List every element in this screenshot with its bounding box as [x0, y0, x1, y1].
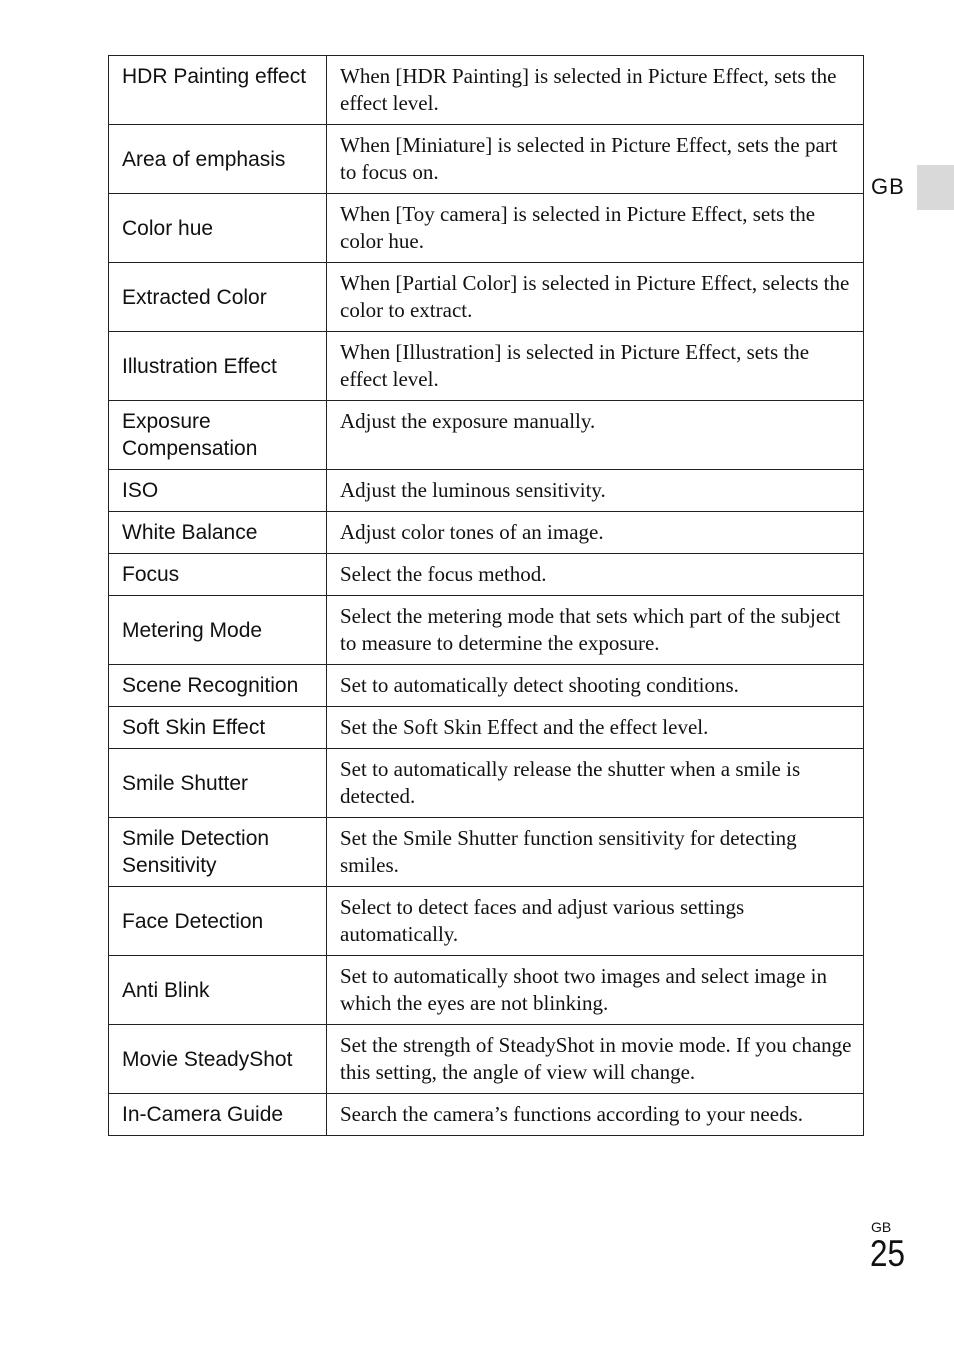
setting-description: When [Illustration] is selected in Picture Effect, sets the effect level.	[327, 332, 864, 401]
setting-description: Search the camera’s functions according to your needs.	[327, 1094, 864, 1136]
table-row	[109, 818, 864, 887]
setting-name: Metering Mode	[109, 596, 327, 665]
table-row	[109, 956, 864, 1025]
setting-name: HDR Painting effect	[109, 56, 327, 125]
table-row	[109, 125, 864, 194]
setting-description: Adjust the luminous sensitivity.	[327, 470, 864, 512]
setting-description: Select the focus method.	[327, 554, 864, 596]
setting-description: Set the strength of SteadyShot in movie mode. If you change this setting, the angle of view will change.	[327, 1025, 864, 1094]
table-row	[109, 707, 864, 749]
setting-name: Scene Recognition	[109, 665, 327, 707]
table-row	[109, 263, 864, 332]
setting-name: Focus	[109, 554, 327, 596]
setting-name: Extracted Color	[109, 263, 327, 332]
setting-description: Set to automatically release the shutter when a smile is detected.	[327, 749, 864, 818]
table-row	[109, 512, 864, 554]
setting-description: Select the metering mode that sets which part of the subject to measure to determine the exposure.	[327, 596, 864, 665]
setting-description: Set the Soft Skin Effect and the effect level.	[327, 707, 864, 749]
setting-description: Select to detect faces and adjust various settings automatically.	[327, 887, 864, 956]
table-row	[109, 596, 864, 665]
setting-name: Movie SteadyShot	[109, 1025, 327, 1094]
setting-name: In-Camera Guide	[109, 1094, 327, 1136]
table-row	[109, 332, 864, 401]
table-row	[109, 887, 864, 956]
footer-language-label: GB	[871, 1219, 892, 1235]
setting-name: Face Detection	[109, 887, 327, 956]
setting-name: Illustration Effect	[109, 332, 327, 401]
setting-name: ISO	[109, 470, 327, 512]
setting-name: White Balance	[109, 512, 327, 554]
setting-description: Set to automatically shoot two images and select image in which the eyes are not blinking.	[327, 956, 864, 1025]
setting-description: Adjust color tones of an image.	[327, 512, 864, 554]
table-row	[109, 665, 864, 707]
setting-description: When [HDR Painting] is selected in Picture Effect, sets the effect level.	[327, 56, 864, 125]
table-row	[109, 401, 864, 470]
setting-description: When [Partial Color] is selected in Picture Effect, selects the color to extract.	[327, 263, 864, 332]
setting-name: Soft Skin Effect	[109, 707, 327, 749]
setting-name: Area of emphasis	[109, 125, 327, 194]
table-row	[109, 1094, 864, 1136]
setting-name: Smile Shutter	[109, 749, 327, 818]
table-row	[109, 554, 864, 596]
table-row	[109, 470, 864, 512]
side-language-label: GB	[871, 174, 905, 199]
table-row	[109, 56, 864, 125]
table-row	[109, 749, 864, 818]
table-row	[109, 194, 864, 263]
setting-name: Color hue	[109, 194, 327, 263]
setting-name: Anti Blink	[109, 956, 327, 1025]
side-tab-marker	[917, 165, 954, 210]
setting-description: When [Toy camera] is selected in Picture Effect, sets the color hue.	[327, 194, 864, 263]
setting-name: Exposure Compensation	[109, 401, 327, 470]
settings-table	[108, 55, 864, 1136]
table-row	[109, 1025, 864, 1094]
setting-description: Adjust the exposure manually.	[327, 401, 864, 470]
setting-description: Set to automatically detect shooting conditions.	[327, 665, 864, 707]
setting-description: Set the Smile Shutter function sensitivity for detecting smiles.	[327, 818, 864, 887]
setting-name: Smile Detection Sensitivity	[109, 818, 327, 887]
page-number: 25	[870, 1233, 905, 1274]
setting-description: When [Miniature] is selected in Picture Effect, sets the part to focus on.	[327, 125, 864, 194]
